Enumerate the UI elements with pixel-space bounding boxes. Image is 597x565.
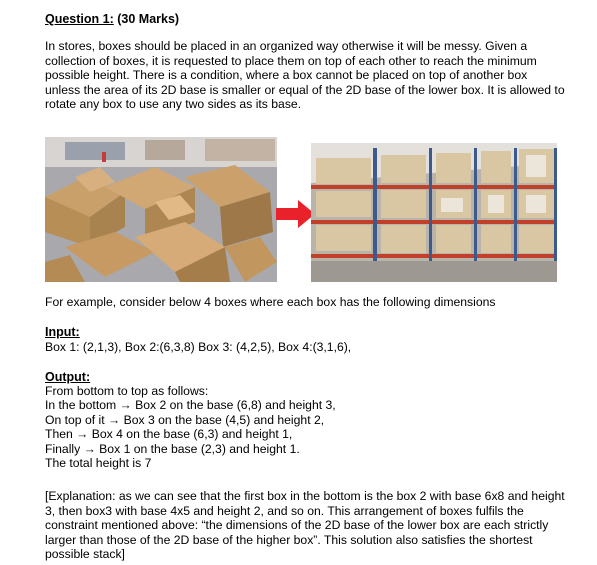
warehouse-shelves-image (311, 143, 557, 282)
output-label: Output: (45, 370, 91, 384)
output-lines (45, 384, 336, 470)
input-label: Input: (45, 325, 80, 339)
red-right-arrow-icon (276, 199, 316, 229)
intro-paragraph: In stores, boxes should be placed in an organized way otherwise it will be messy. Given a collection of boxes, it is requested to place them on top of each other to reach the minimum possible height. There is a condition, where a box cannot be placed on top of another box unless the area of its 2D base is smaller or equal of the 2D base of the lower box. It is allowed to rotate any box to use any two sides as its base. (45, 39, 565, 112)
question-title: Question 1: (45, 12, 114, 26)
question-heading (45, 12, 179, 26)
output-line: Then → Box 4 on the base (6,3) and height 1, (45, 427, 293, 442)
input-value: Box 1: (2,1,3), Box 2:(6,3,8) Box 3: (4,2,5), Box 4:(3,1,6), (45, 340, 352, 354)
output-line: From bottom to top as follows: (45, 384, 209, 398)
output-line: In the bottom → Box 2 on the base (6,8) and height 3, (45, 398, 336, 413)
messy-boxes-image (45, 137, 277, 282)
explanation-paragraph: [Explanation: as we can see that the first box in the bottom is the box 2 with base 6x8 and height 3, then box3 with base 4x5 and height 2, and so on. This arrangement of boxes fulfils the constraint mentioned above: “the dimensions of the 2D base of the lower box are each strictly larger than those of the 2D base of the higher box”. This solution also satisfies the shortest possible stack] (45, 489, 565, 562)
example-sentence: For example, consider below 4 boxes where each box has the following dimensions (45, 295, 496, 309)
question-marks: (30 Marks) (117, 12, 180, 26)
output-line: On top of it → Box 3 on the base (4,5) and height 2, (45, 412, 325, 427)
output-line: The total height is 7 (45, 456, 152, 471)
output-line: Finally → Box 1 on the base (2,3) and height 1. (45, 441, 300, 456)
